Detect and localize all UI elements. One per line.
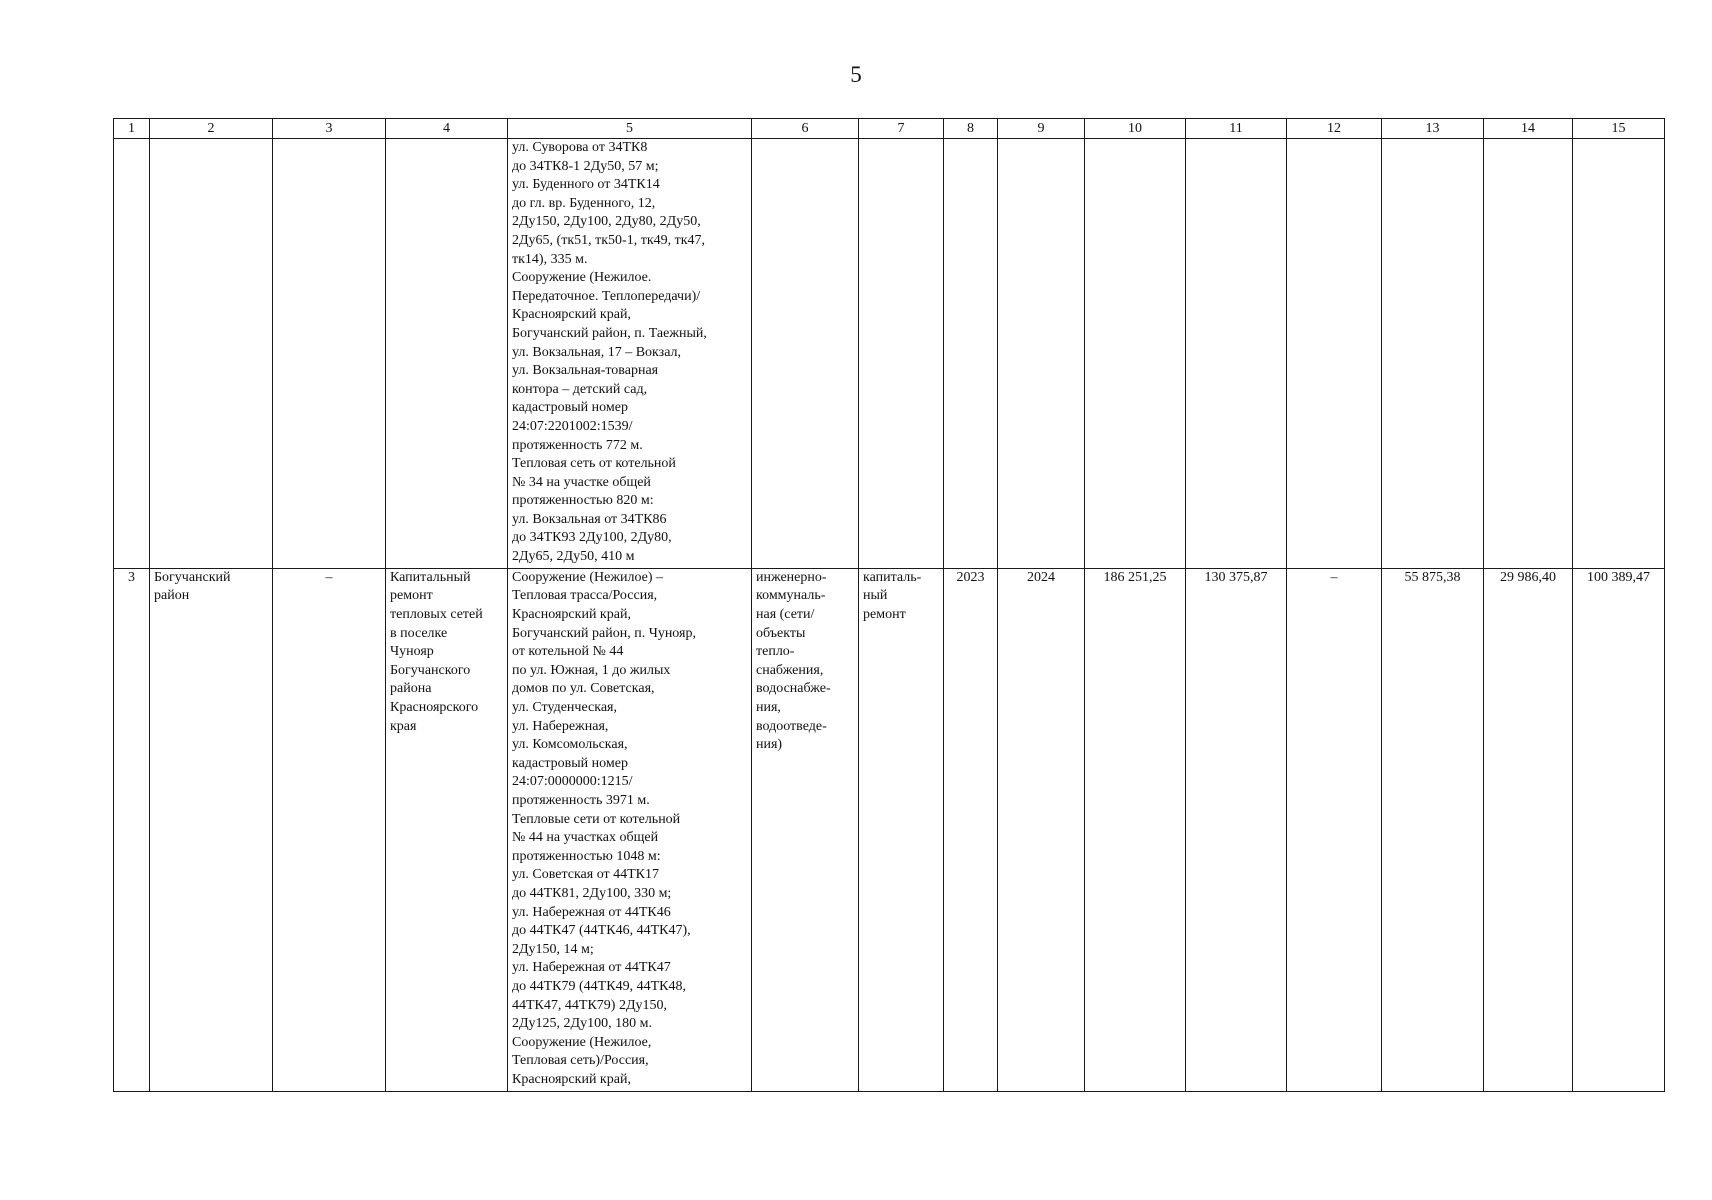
header-cell-11: 11 <box>1186 119 1287 139</box>
row-number: 3 <box>114 568 150 1091</box>
cont-col5-line: Передаточное. Теплопередачи)/ <box>512 288 701 304</box>
cont-cell-13 <box>1382 139 1484 569</box>
cont-col5-line: ул. Буденного от 34ТК14 <box>512 177 660 193</box>
col15-value-cell: 100 389,47 <box>1573 568 1665 1091</box>
cont-col5-line: кадастровый номер <box>512 400 628 416</box>
header-cell-6: 6 <box>752 119 859 139</box>
object-description-line: ул. Советская от 44ТК17 <box>512 867 660 883</box>
infrastructure-type-line: водоотведе- <box>756 718 827 734</box>
object-description-line: Красноярский край, <box>512 607 631 623</box>
header-cell-1: 1 <box>114 119 150 139</box>
infrastructure-type-line: снабжения, <box>756 662 824 678</box>
project-name-line: в поселке <box>390 625 448 641</box>
object-description-line: ул. Студенческая, <box>512 700 617 716</box>
project-name-lines <box>390 569 503 736</box>
col11-value-cell: 130 375,87 <box>1186 568 1287 1091</box>
cont-col5-lines <box>512 139 747 567</box>
cont-col5-line: до 34ТК8-1 2Ду50, 57 м; <box>512 158 659 174</box>
cont-col5-line: ул. Суворова от 34ТК8 <box>512 140 648 155</box>
col12-cell: – <box>1287 568 1382 1091</box>
header-cell-8: 8 <box>944 119 998 139</box>
project-name-line: ремонт <box>390 588 433 604</box>
infrastructure-type-line: ная (сети/ <box>756 607 815 623</box>
project-name-line: района <box>390 681 432 697</box>
cont-col5-line: протяженностью 820 м: <box>512 493 654 509</box>
cont-col5-line: 2Ду65, 2Ду50, 410 м <box>512 549 635 565</box>
infrastructure-type-line: тепло- <box>756 644 795 660</box>
municipality-line: район <box>154 588 190 604</box>
cont-col5-line: тк14), 335 м. <box>512 251 588 267</box>
cont-cell-1 <box>114 139 150 569</box>
cont-col5-line: контора – детский сад, <box>512 381 648 397</box>
cont-cell-3 <box>273 139 386 569</box>
header-row <box>114 119 1665 139</box>
cont-col5-line: 2Ду65, (тк51, тк50-1, тк49, тк47, <box>512 232 706 248</box>
start-year-cell: 2023 <box>944 568 998 1091</box>
work-type-line: ремонт <box>863 607 906 623</box>
object-description-line: до 44ТК79 (44ТК49, 44ТК48, <box>512 978 686 994</box>
header-cell-7: 7 <box>859 119 944 139</box>
object-description-line: ул. Комсомольская, <box>512 737 628 753</box>
infrastructure-type-line: ния, <box>756 700 781 716</box>
project-name-line: тепловых сетей <box>390 607 483 623</box>
col3-cell: – <box>273 568 386 1091</box>
cont-cell-6 <box>752 139 859 569</box>
object-description-line: Богучанский район, п. Чунояр, <box>512 625 696 641</box>
page-number: 5 <box>850 62 862 87</box>
cont-col5-line: Богучанский район, п. Таежный, <box>512 325 707 341</box>
object-description-line: 44ТК47, 44ТК79) 2Ду150, <box>512 997 667 1013</box>
cont-cell-9 <box>998 139 1085 569</box>
header-cell-9: 9 <box>998 119 1085 139</box>
header-cell-3: 3 <box>273 119 386 139</box>
municipality-cell <box>150 568 273 1091</box>
object-description-line: от котельной № 44 <box>512 644 624 660</box>
municipality-line: Богучанский <box>154 569 231 585</box>
cont-col5-line: 24:07:2201002:1539/ <box>512 418 633 434</box>
cont-cell-10 <box>1085 139 1186 569</box>
cont-col5-line: протяженность 772 м. <box>512 437 643 453</box>
object-description-line: № 44 на участках общей <box>512 830 659 846</box>
cont-cell-15 <box>1573 139 1665 569</box>
cont-cell-11 <box>1186 139 1287 569</box>
table-row-3 <box>114 568 1665 1091</box>
object-description-line: 2Ду150, 14 м; <box>512 941 594 957</box>
object-description-lines <box>512 569 747 1090</box>
header-cell-12: 12 <box>1287 119 1382 139</box>
cont-col5-line: до 34ТК93 2Ду100, 2Ду80, <box>512 530 672 546</box>
header-cell-10: 10 <box>1085 119 1186 139</box>
object-description-line: Сооружение (Нежилое) – <box>512 569 664 585</box>
cont-col5-line: Красноярский край, <box>512 307 631 323</box>
municipality-lines <box>154 569 268 606</box>
header-cell-15: 15 <box>1573 119 1665 139</box>
project-name-line: Богучанского <box>390 662 471 678</box>
object-description-line: ул. Набережная от 44ТК46 <box>512 904 671 920</box>
infrastructure-type-line: объекты <box>756 625 806 641</box>
cont-col5-line: Сооружение (Нежилое. <box>512 270 652 286</box>
object-description-cell <box>508 568 752 1091</box>
object-description-line: до 44ТК47 (44ТК46, 44ТК47), <box>512 923 691 939</box>
table-row-continuation <box>114 139 1665 569</box>
object-description-line: до 44ТК81, 2Ду100, 330 м; <box>512 885 672 901</box>
cont-cell-5 <box>508 139 752 569</box>
object-description-line: Красноярский край, <box>512 1071 631 1087</box>
object-description-line: 24:07:0000000:1215/ <box>512 774 633 790</box>
object-description-line: по ул. Южная, 1 до жилых <box>512 662 671 678</box>
cont-col5-line: ул. Вокзальная-товарная <box>512 363 659 379</box>
object-description-line: Тепловая сеть)/Россия, <box>512 1053 649 1069</box>
project-name-line: Красноярского <box>390 700 479 716</box>
cont-cell-14 <box>1484 139 1573 569</box>
project-name-line: Чунояр <box>390 644 434 660</box>
object-description-line: ул. Набережная, <box>512 718 609 734</box>
col13-value-cell: 55 875,38 <box>1382 568 1484 1091</box>
cont-col5-line: 2Ду150, 2Ду100, 2Ду80, 2Ду50, <box>512 214 701 230</box>
col14-value-cell: 29 986,40 <box>1484 568 1573 1091</box>
object-description-line: Сооружение (Нежилое, <box>512 1034 652 1050</box>
work-type-lines <box>863 569 939 625</box>
work-type-cell <box>859 568 944 1091</box>
infrastructure-type-line: коммуналь- <box>756 588 826 604</box>
project-name-cell <box>386 568 508 1091</box>
header-cell-2: 2 <box>150 119 273 139</box>
project-name-line: Капитальный <box>390 569 471 585</box>
infrastructure-type-cell <box>752 568 859 1091</box>
cont-cell-2 <box>150 139 273 569</box>
object-description-line: протяженностью 1048 м: <box>512 848 661 864</box>
header-cell-5: 5 <box>508 119 752 139</box>
work-type-line: ный <box>863 588 888 604</box>
cont-col5-line: ул. Вокзальная, 17 – Вокзал, <box>512 344 682 360</box>
cont-cell-7 <box>859 139 944 569</box>
infrastructure-type-line: инженерно- <box>756 569 827 585</box>
object-description-line: домов по ул. Советская, <box>512 681 655 697</box>
cont-cell-8 <box>944 139 998 569</box>
object-description-line: ул. Набережная от 44ТК47 <box>512 960 671 976</box>
header-cell-14: 14 <box>1484 119 1573 139</box>
cont-cell-4 <box>386 139 508 569</box>
infrastructure-type-line: ния) <box>756 737 783 753</box>
cont-col5-line: Тепловая сеть от котельной <box>512 456 676 472</box>
object-description-line: 2Ду125, 2Ду100, 180 м. <box>512 1016 652 1032</box>
data-table <box>113 118 1665 1092</box>
infrastructure-type-lines <box>756 569 854 755</box>
object-description-line: протяженность 3971 м. <box>512 793 650 809</box>
cont-col5-line: ул. Вокзальная от 34ТК86 <box>512 511 667 527</box>
object-description-line: кадастровый номер <box>512 755 628 771</box>
header-cell-4: 4 <box>386 119 508 139</box>
infrastructure-type-line: водоснабже- <box>756 681 831 697</box>
cont-cell-12 <box>1287 139 1382 569</box>
object-description-line: Тепловые сети от котельной <box>512 811 681 827</box>
project-name-line: края <box>390 718 417 734</box>
cont-col5-line: № 34 на участке общей <box>512 474 651 490</box>
total-cost-cell: 186 251,25 <box>1085 568 1186 1091</box>
cont-col5-line: до гл. вр. Буденного, 12, <box>512 195 656 211</box>
work-type-line: капиталь- <box>863 569 922 585</box>
object-description-line: Тепловая трасса/Россия, <box>512 588 658 604</box>
end-year-cell: 2024 <box>998 568 1085 1091</box>
header-cell-13: 13 <box>1382 119 1484 139</box>
